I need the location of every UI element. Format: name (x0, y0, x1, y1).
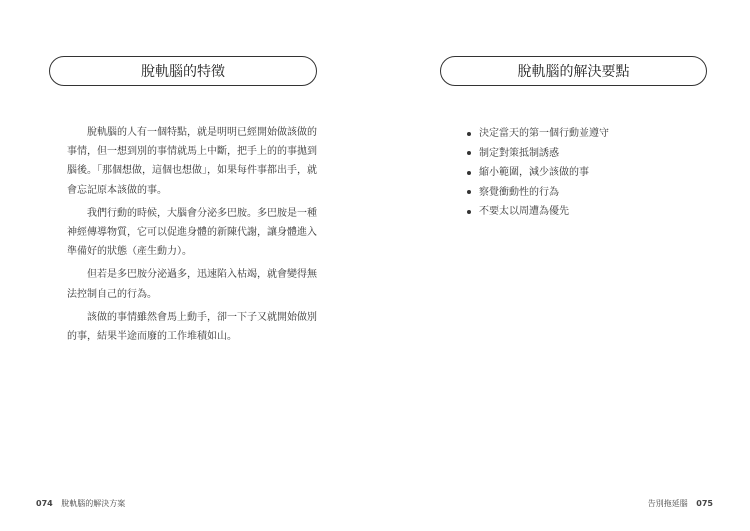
bullet-icon (467, 190, 471, 194)
list-item (467, 144, 609, 164)
running-footer-section: 告別拖延腦 (647, 499, 688, 508)
list-item (467, 163, 609, 183)
list-item (467, 124, 609, 144)
paragraph: 脫軌腦的人有一個特點，就是明明已經開始做該做的事情，但一想到別的事情就馬上中斷，把手上的的事拋到腦後。「那個想做，這個也想做」，如果每件事都出手，就會忘記原本該做的事。 (67, 127, 317, 196)
paragraph: 但若是多巴胺分泌過多，迅速陷入枯竭，就會變得無法控制自己的行為。 (67, 269, 317, 300)
bullet-icon (467, 151, 471, 155)
left-page-title-text: 脫軌腦的特徵 (141, 64, 225, 80)
right-page-footer (648, 498, 713, 509)
bullet-icon (467, 210, 471, 214)
list-item (467, 183, 609, 203)
right-page (375, 0, 750, 531)
list-item-text: 制定對策抵制誘惑 (479, 147, 559, 159)
page-number: 075 (696, 499, 713, 508)
left-page-body (67, 123, 317, 350)
bullet-icon (467, 171, 471, 175)
left-page-title (49, 56, 317, 86)
running-footer-section: 脫軌腦的解決方案 (61, 499, 126, 508)
bullet-icon (467, 132, 471, 136)
list-item-text: 不要太以周遭為優先 (479, 206, 569, 217)
key-points-list (467, 124, 609, 222)
list-item-text: 縮小範圍，減少該做的事 (479, 167, 589, 178)
list-item (467, 202, 609, 222)
right-page-title-text: 脫軌腦的解決要點 (517, 64, 630, 80)
paragraph: 該做的事情雖然會馬上動手，卻一下子又就開始做別的事，結果半途而廢的工作堆積如山。 (67, 311, 317, 343)
left-page-footer (36, 498, 125, 509)
paragraph: 我們行動的時候，大腦會分泌多巴胺。多巴胺是一種神經傳導物質，它可以促進身體的新陳代謝，讓身體進入準備好的狀態（產生動力）。 (67, 207, 317, 258)
page-number: 074 (36, 499, 53, 508)
list-item-text: 決定當天的第一個行動並遵守 (479, 128, 609, 139)
right-page-title (440, 56, 707, 86)
list-item-text: 察覺衝動性的行為 (479, 186, 559, 198)
